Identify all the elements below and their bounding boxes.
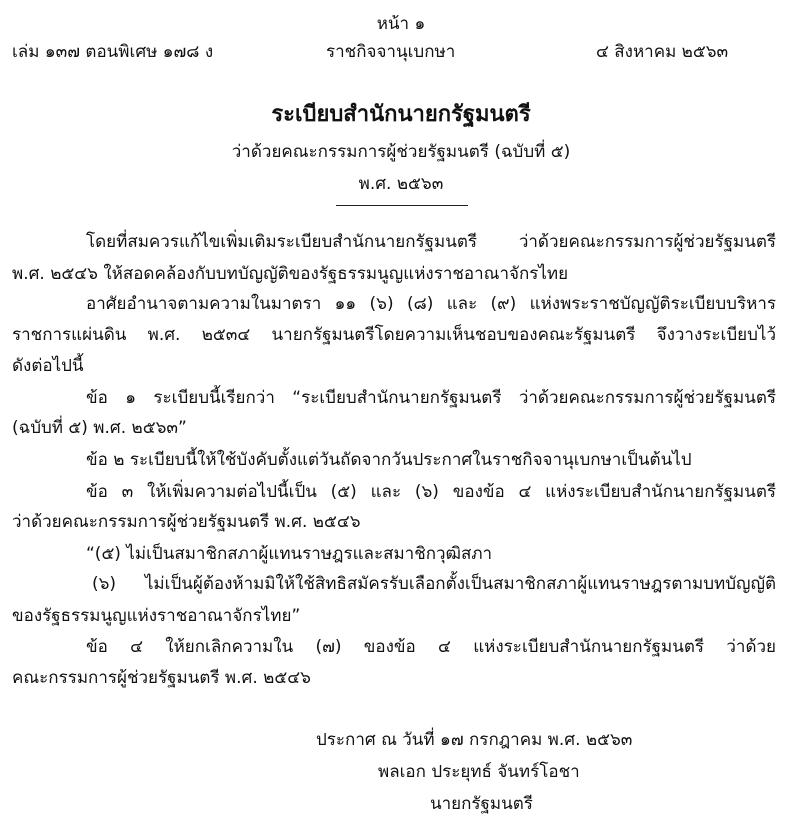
signatory-name: พลเอก ประยุทธ์ จันทร์โอชา: [378, 762, 580, 782]
body-line: “(๕) ไม่เป็นสมาชิกสภาผู้แทนราษฎรและสมาชิกวุฒิสภา: [86, 544, 493, 564]
body-line: โดยที่สมควรแก้ไขเพิ่มเติมระเบียบสำนักนายกรัฐมนตรี ว่าด้วยคณะกรรมการผู้ช่วยรัฐมนตรี: [86, 232, 776, 252]
body-line: ข้อ ๒ ระเบียบนี้ให้ใช้บังคับตั้งแต่วันถัดจากวันประกาศในราชกิจจานุเบกษาเป็นต้นไป: [86, 450, 692, 470]
gazette-date: ๔ สิงหาคม ๒๕๖๓: [596, 42, 729, 62]
body-line: ข้อ ๑ ระเบียบนี้เรียกว่า “ระเบียบสำนักนายกรัฐมนตรี ว่าด้วยคณะกรรมการผู้ช่วยรัฐมนตรี: [86, 388, 776, 408]
body-line: ข้อ ๔ ให้ยกเลิกความใน (๗) ของข้อ ๔ แห่งระเบียบสำนักนายกรัฐมนตรี ว่าด้วย: [86, 637, 776, 657]
body-line: ว่าด้วยคณะกรรมการผู้ช่วยรัฐมนตรี พ.ศ. ๒๕๔๖: [12, 512, 361, 532]
body-line: คณะกรรมการผู้ช่วยรัฐมนตรี พ.ศ. ๒๕๔๖: [12, 668, 311, 688]
gazette-volume: เล่ม ๑๓๗ ตอนพิเศษ ๑๗๘ ง: [12, 42, 214, 62]
body-line: ราชการแผ่นดิน พ.ศ. ๒๕๓๔ นายกรัฐมนตรีโดยความเห็นชอบของคณะรัฐมนตรี จึงวางระเบียบไว้: [12, 325, 776, 345]
body-line: ของรัฐธรรมนูญแห่งราชอาณาจักรไทย”: [12, 606, 301, 626]
body-line: อาศัยอำนาจตามความในมาตรา ๑๑ (๖) (๘) และ (๙) แห่งพระราชบัญญัติระเบียบบริหาร: [86, 294, 776, 314]
body-line: ดังต่อไปนี้: [12, 356, 84, 376]
document-title: ระเบียบสำนักนายกรัฐมนตรี: [271, 102, 531, 127]
document-subtitle: ว่าด้วยคณะกรรมการผู้ช่วยรัฐมนตรี (ฉบับที่ ๕): [231, 142, 571, 162]
signatory-position: นายกรัฐมนตรี: [430, 794, 533, 814]
title-divider: [336, 205, 468, 206]
document-year: พ.ศ. ๒๕๖๓: [358, 174, 444, 194]
gazette-publication: ราชกิจจานุเบกษา: [326, 42, 456, 62]
body-line: ข้อ ๓ ให้เพิ่มความต่อไปนี้เป็น (๕) และ (๖) ของข้อ ๔ แห่งระเบียบสำนักนายกรัฐมนตรี: [86, 482, 776, 502]
announcement-date: ประกาศ ณ วันที่ ๑๗ กรกฎาคม พ.ศ. ๒๕๖๓: [316, 730, 633, 750]
body-line: พ.ศ. ๒๕๔๖ ให้สอดคล้องกับบทบัญญัติของรัฐธรรมนูญแห่งราชอาณาจักรไทย: [12, 264, 569, 284]
body-line: (ฉบับที่ ๕) พ.ศ. ๒๕๖๓”: [12, 418, 187, 438]
body-line: (๖) ไม่เป็นผู้ต้องห้ามมิให้ใช้สิทธิสมัครรับเลือกตั้งเป็นสมาชิกสภาผู้แทนราษฎรตามบทบัญญัติ: [92, 574, 776, 594]
page-number: หน้า ๑: [376, 14, 426, 34]
